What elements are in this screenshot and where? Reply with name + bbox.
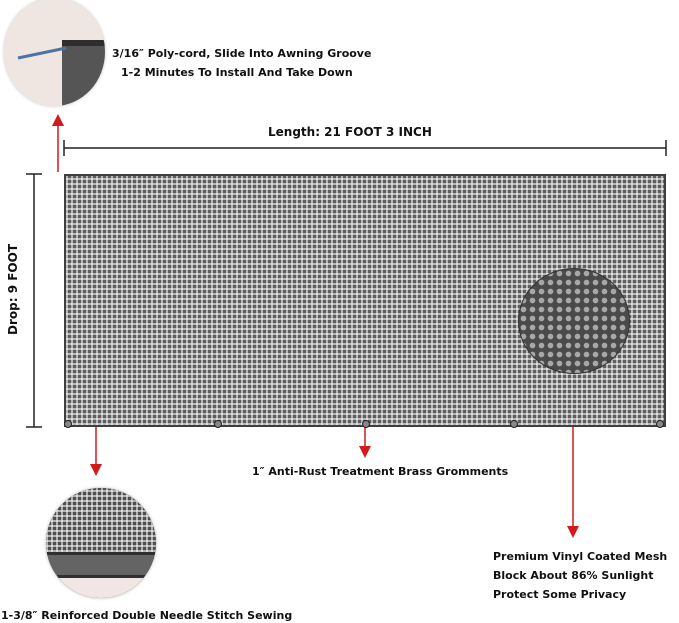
- polycord-line-2: 1-2 Minutes To Install And Take Down: [121, 66, 353, 79]
- mesh-zoom-circle: [518, 268, 630, 374]
- length-label: Length: 21 FOOT 3 INCH: [268, 125, 432, 139]
- drop-label: Drop: 9 FOOT: [6, 243, 20, 335]
- grommet-2: [214, 420, 222, 428]
- polycord-line-1: 3/16″ Poly-cord, Slide Into Awning Groove: [112, 47, 372, 60]
- stitch-zoom-circle: [46, 488, 156, 598]
- grommet-1: [64, 420, 72, 428]
- mesh-feature-1: Premium Vinyl Coated Mesh: [493, 550, 668, 563]
- mesh-feature-2: Block About 86% Sunlight: [493, 569, 654, 582]
- mesh-feature-3: Protect Some Privacy: [493, 588, 627, 601]
- grommets-label: 1″ Anti-Rust Treatment Brass Gromments: [252, 465, 509, 478]
- grommet-4: [510, 420, 518, 428]
- grommet-5: [656, 420, 664, 428]
- grommet-3: [362, 420, 370, 428]
- stitch-label: 1-3/8″ Reinforced Double Needle Stitch Sewing: [1, 609, 293, 622]
- mesh-feature-list: [493, 550, 667, 607]
